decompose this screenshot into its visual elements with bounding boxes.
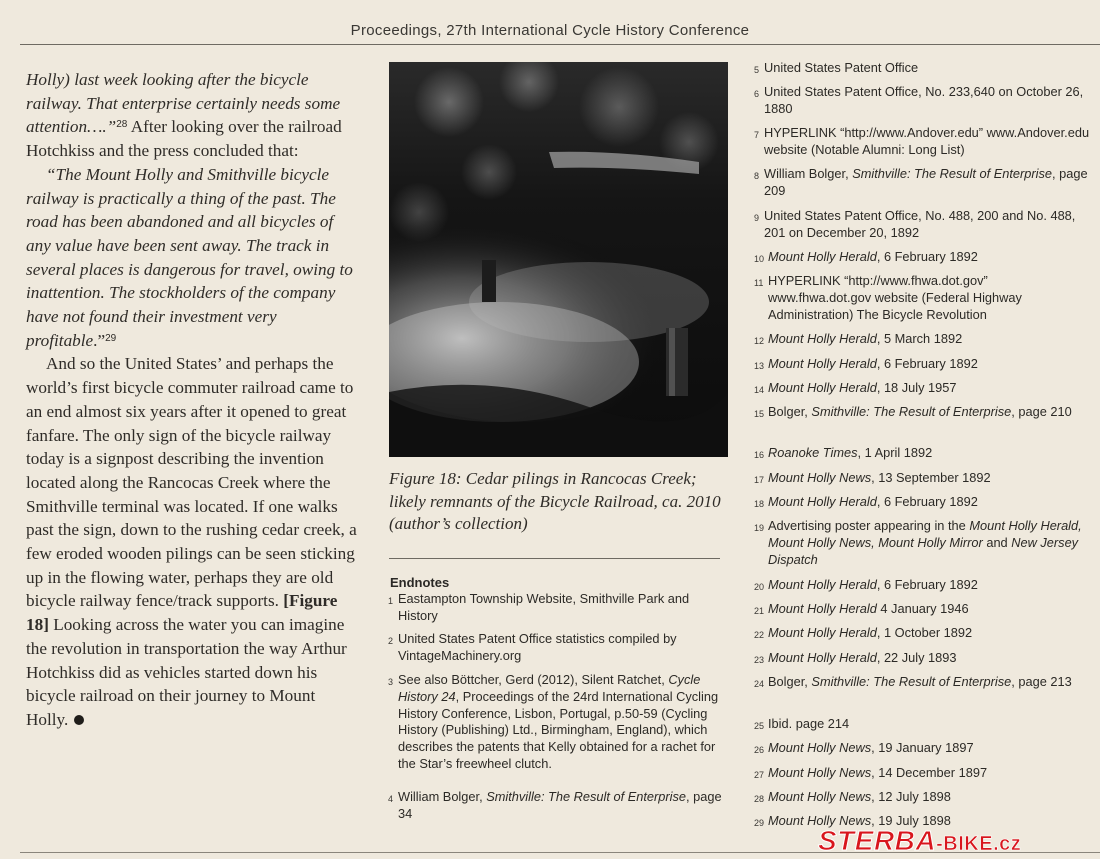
endnote-item: 9 United States Patent Office, No. 488, 200 and No. 488, 201 on December 20, 1892 xyxy=(754,208,1076,240)
watermark-domain: -BIKE.cz xyxy=(936,833,1022,855)
endnote-item xyxy=(388,591,722,625)
page-header xyxy=(0,0,1100,46)
endnote-item: 8 William Bolger, Smithville: The Result of Enterprise, page 209 xyxy=(754,166,1088,198)
endnote-ref-28[interactable]: 28 xyxy=(116,119,128,131)
body-text-column xyxy=(26,68,361,732)
end-of-article-bullet xyxy=(74,715,84,725)
endnote-item: 13 Mount Holly Herald, 6 February 1892 xyxy=(754,356,978,371)
endnote-item: 18 Mount Holly Herald, 6 February 1892 xyxy=(754,494,978,509)
endnote-item: 7 HYPERLINK “http://www.Andover.edu” www.Andover.edu website (Notable Alumni: Long List) xyxy=(754,125,1090,157)
figure-18-photo xyxy=(389,62,728,457)
quote-continuation: Holly) last week looking after the bicycle railway. That enterprise certainly needs some attention….” xyxy=(26,70,341,137)
paragraph-1 xyxy=(26,68,361,163)
endnote-text: See also Böttcher, Gerd (2012), Silent Ratchet, Cycle History 24, Proceedings of the 24rd International Cycling History Conference, Lisbon, Portugal, p.50-59 (Cycling History (Publishing) Ltd., Birmingham, England), which describes the patents that Kelly obtained for a rachet for the Star’s freewheel clutch. xyxy=(398,672,719,771)
block-quote-end: .” xyxy=(93,330,106,350)
endnote-number: 4 xyxy=(388,794,394,804)
endnote-item xyxy=(388,789,722,823)
endnote-ref-29[interactable]: 29 xyxy=(105,332,117,344)
endnote-item: 6 United States Patent Office, No. 233,640 on October 26, 1880 xyxy=(754,84,1084,116)
endnote-item: 20 Mount Holly Herald, 6 February 1892 xyxy=(754,577,978,592)
endnote-item: 24 Bolger, Smithville: The Result of Enterprise, page 213 xyxy=(754,674,1072,689)
header-rule xyxy=(20,44,1100,45)
paragraph-3 xyxy=(26,352,361,731)
figure-caption: Figure 18: Cedar pilings in Rancocas Creek; likely remnants of the Bicycle Railroad, ca. 2010 (author’s collection) xyxy=(389,469,721,533)
endnote-text: Eastampton Township Website, Smithville Park and History xyxy=(398,591,690,623)
endnote-number: 1 xyxy=(388,596,394,606)
endnote-item: 23 Mount Holly Herald, 22 July 1893 xyxy=(754,650,957,665)
endnotes-heading: Endnotes xyxy=(390,575,450,590)
endnote-item xyxy=(388,672,722,773)
site-watermark xyxy=(818,826,1098,856)
endnote-item: 17 Mount Holly News, 13 September 1892 xyxy=(754,470,991,485)
running-header-title: Proceedings, 27th International Cycle History Conference xyxy=(350,22,750,39)
endnote-number: 3 xyxy=(388,677,394,687)
endnote-item: 15 Bolger, Smithville: The Result of Enterprise, page 210 xyxy=(754,404,1072,419)
endnote-text: United States Patent Office statistics compiled by VintageMachinery.org xyxy=(398,631,677,663)
block-quote xyxy=(26,163,361,353)
block-quote-text: “The Mount Holly and Smithville bicycle railway is practically a thing of the past. The road has been abandoned and all bicycles of any value have been sent away. The track in several places is dangerous for travel, owing to inattention. The stockholders of the company have not found their investment very profitable xyxy=(26,164,353,350)
endnote-item xyxy=(388,631,722,665)
paragraph-3-text-b: Looking across the water you can imagine the revolution in transportation the way Arthur Hotchkiss did as vehicles started down his bicycle railroad on their journey to Mount Holly. xyxy=(26,615,347,729)
endnote-item: 28 Mount Holly News, 12 July 1898 xyxy=(754,789,951,804)
figure-reference[interactable]: [Figure 18] xyxy=(26,591,338,635)
endnote-item: 11 HYPERLINK “http://www.fhwa.dot.gov” www.fhwa.dot.gov website (Federal Highway Administration) The Bicycle Revolution xyxy=(754,273,1022,322)
endnotes-rule xyxy=(389,558,720,559)
endnote-text: William Bolger, Smithville: The Result of Enterprise, page 34 xyxy=(398,789,722,821)
endnote-item: 22 Mount Holly Herald, 1 October 1892 xyxy=(754,625,973,640)
endnote-item: 14 Mount Holly Herald, 18 July 1957 xyxy=(754,380,957,395)
creek-photo-illustration xyxy=(389,62,728,457)
paragraph-3-text-a: And so the United States’ and perhaps the world’s first bicycle commuter railroad came to an end almost six years after it opened to great fanfare. The only sign of the bicycle railway today is a signpost describing the invention located along the Rancocas Creek where the Smithville terminal was located. If one walks past the sign, down to the rushing cedar creek, a few eroded wooden pilings can be seen sticking up in the flowing water, perhaps they are old bicycle railway fence/track supports. xyxy=(26,354,357,611)
endnote-item: 10 Mount Holly Herald, 6 February 1892 xyxy=(754,249,978,264)
endnote-number: 2 xyxy=(388,636,394,646)
endnote-item: 27 Mount Holly News, 14 December 1897 xyxy=(754,765,988,780)
endnote-item: 25 Ibid. page 214 xyxy=(754,716,850,731)
endnote-item: 21 Mount Holly Herald 4 January 1946 xyxy=(754,601,969,616)
endnote-item: 29 Mount Holly News, 19 July 1898 xyxy=(754,813,951,828)
endnote-item: 12 Mount Holly Herald, 5 March 1892 xyxy=(754,331,963,346)
paragraph-1-text: After looking over the railroad Hotchkiss and the press concluded that: xyxy=(26,117,342,161)
endnote-item: 19 Advertising poster appearing in the Mount Holly Herald, Mount Holly News, Mount Holly Mirror and New Jersey Dispatch xyxy=(754,518,1082,567)
endnote-item: 5 United States Patent Office xyxy=(754,60,919,75)
endnote-item: 16 Roanoke Times, 1 April 1892 xyxy=(754,445,933,460)
endnote-item: 26 Mount Holly News, 19 January 1897 xyxy=(754,740,974,755)
watermark-logo-text: STERBA xyxy=(818,825,937,856)
